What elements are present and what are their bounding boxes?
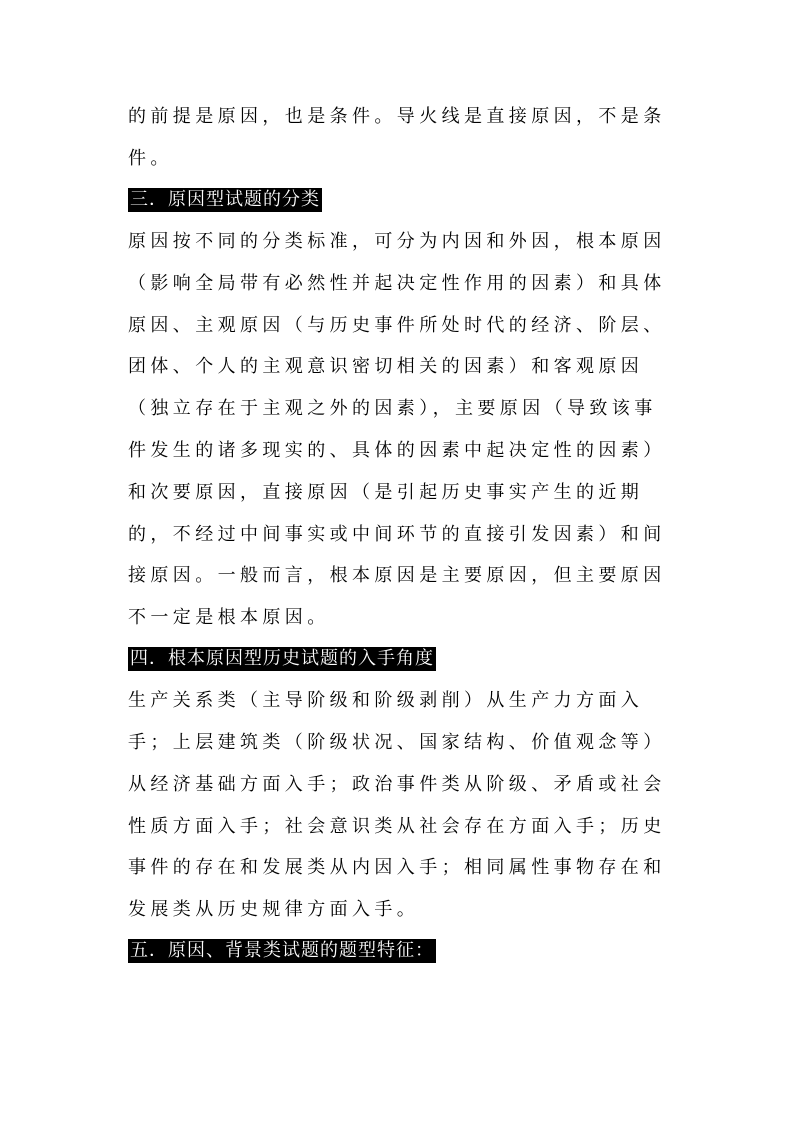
- body-text-line: 的前提是原因，也是条件。导火线是直接原因，不是条: [128, 106, 666, 127]
- body-text-line: 和次要原因，直接原因（是引起历史事实产生的近期: [128, 482, 644, 503]
- body-text-line: 事件的存在和发展类从内因入手；相同属性事物存在和: [128, 857, 666, 878]
- body-text-line: 团体、个人的主观意识密切相关的因素）和客观原因: [128, 356, 644, 377]
- body-text-line: 生产关系类（主导阶级和阶级剥削）从生产力方面入: [128, 690, 644, 711]
- body-text-line: （影响全局带有必然性并起决定性作用的因素）和具体: [128, 273, 666, 294]
- body-text-line: 原因按不同的分类标准，可分为内因和外因，根本原因: [128, 231, 666, 252]
- body-text-line: 的，不经过中间事实或中间环节的直接引发因素）和间: [128, 524, 666, 545]
- body-text-line: 原因、主观原因（与历史事件所处时代的经济、阶层、: [128, 315, 666, 336]
- body-text-line: 性质方面入手；社会意识类从社会存在方面入手；历史: [128, 816, 666, 837]
- section-heading-3: 三．原因型试题的分类: [130, 189, 320, 210]
- body-text-line: 从经济基础方面入手；政治事件类从阶级、矛盾或社会: [128, 774, 666, 795]
- body-text-line: 手；上层建筑类（阶级状况、国家结构、价值观念等）: [128, 732, 666, 753]
- section-heading-4: 四．根本原因型历史试题的入手角度: [130, 648, 434, 669]
- body-text-line: 件发生的诸多现实的、具体的因素中起决定性的因素）: [128, 440, 666, 461]
- body-text-line: 不一定是根本原因。: [128, 607, 330, 628]
- section-heading-5: 五．原因、背景类试题的题型特征：: [130, 940, 434, 961]
- body-text-line: 发展类从历史规律方面入手。: [128, 899, 420, 920]
- body-text-line: 件。: [128, 148, 173, 169]
- body-text-line: 接原因。一般而言，根本原因是主要原因，但主要原因: [128, 565, 666, 586]
- body-text-line: （独立存在于主观之外的因素），主要原因（导致该事: [128, 398, 657, 419]
